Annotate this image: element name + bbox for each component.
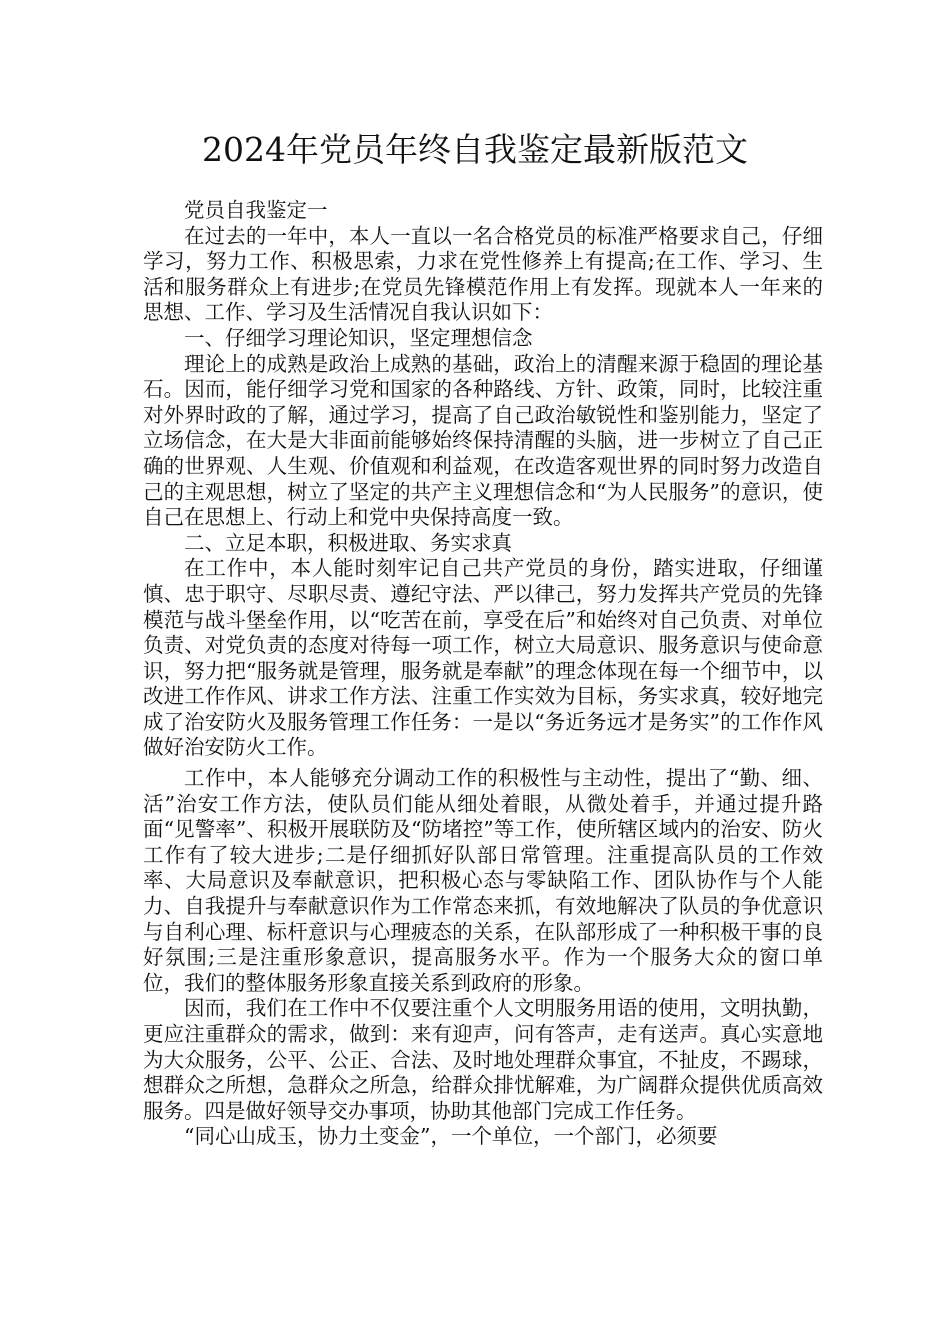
- document-title: 2024年党员年终自我鉴定最新版范文: [202, 130, 748, 169]
- document-body: [143, 198, 823, 1150]
- theory-paragraph: 理论上的成熟是政治上成熟的基础，政治上的清醒来源于稳固的理论基石。因而，能仔细学习党和国家的各种路线、方针、政策，同时，比较注重对外界时政的了解，通过学习，提高了自己政治敏锐性和鉴别能力，坚定了立场信念，在大是大非面前能够始终保持清醒的头脑，进一步树立了自己正确的世界观、人生观、价值观和利益观，在改造客观世界的同时努力改造自己的主观思想，树立了坚定的共产主义理想信念和“为人民服务”的意识，使自己在思想上、行动上和党中央保持高度一致。: [143, 351, 823, 530]
- teamwork-paragraph: “同心山成玉，协力土变金”，一个单位，一个部门，必须要: [184, 1124, 718, 1149]
- service-paragraph: 因而，我们在工作中不仅要注重个人文明服务用语的使用，文明执勤，更应注重群众的需求，做到：来有迎声，问有答声，走有送声。真心实意地为大众服务，公平、公正、合法、及时地处理群众事宜，不扯皮，不踢球，想群众之所想，急群众之所急，给群众排忧解难，为广阔群众提供优质高效服务。四是做好领导交办事项，协助其他部门完成工作任务。: [143, 996, 823, 1123]
- section-heading-study-theory: 一、仔细学习理论知识，坚定理想信念: [184, 325, 533, 350]
- intro-paragraph: 在过去的一年中，本人一直以一名合格党员的标准严格要求自己，仔细学习，努力工作、积极思索，力求在党性修养上有提高;在工作、学习、生活和服务群众上有进步;在党员先锋模范作用上有发挥。现就本人一年来的思想、工作、学习及生活情况自我认识如下：: [143, 223, 823, 325]
- work-methods-paragraph: 工作中，本人能够充分调动工作的积极性与主动性，提出了“勤、细、活”治安工作方法，使队员们能从细处着眼，从微处着手，并通过提升路面“见警率”、积极开展联防及“防堵控”等工作，使所辖区域内的治安、防火工作有了较大进步;二是仔细抓好队部日常管理。注重提高队员的工作效率、大局意识及奉献意识，把积极心态与零缺陷工作、团队协作与个人能力、自我提升与奉献意识作为工作常态来抓，有效地解决了队员的争优意识与自利心理、标杆意识与心理疲态的关系，在队部形成了一种积极干事的良好氛围;三是注重形象意识，提高服务水平。作为一个服务大众的窗口单位，我们的整体服务形象直接关系到政府的形象。: [143, 766, 823, 995]
- work-duty-paragraph: 在工作中，本人能时刻牢记自己共产党员的身份，踏实进取，仔细谨慎、忠于职守、尽职尽责、遵纪守法、严以律己，努力发挥共产党员的先锋模范与战斗堡垒作用，以“吃苦在前，享受在后”和始终对自己负责、对单位负责、对党负责的态度对待每一项工作，树立大局意识、服务意识与使命意识，努力把“服务就是管理，服务就是奉献”的理念体现在每一个细节中，以改进工作作风、讲求工作方法、注重工作实效为目标，务实求真，较好地完成了治安防火及服务管理工作任务：一是以“务近务远才是务实”的工作作风做好治安防火工作。: [143, 556, 823, 760]
- section-heading-self-assessment-one: 党员自我鉴定一: [184, 198, 328, 222]
- section-heading-work-duty: 二、立足本职，积极进取、务实求真: [184, 530, 512, 555]
